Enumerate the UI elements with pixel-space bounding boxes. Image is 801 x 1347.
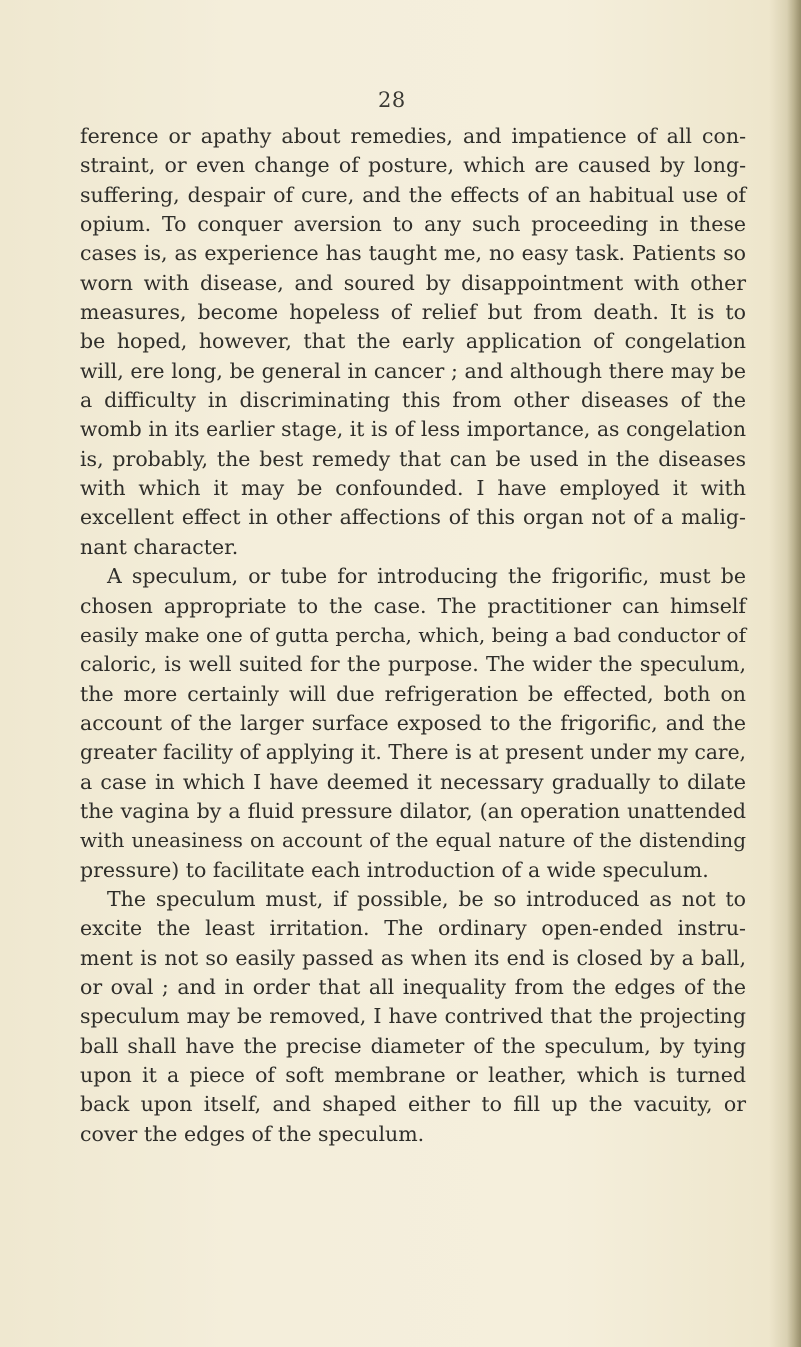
text-line: be hoped, however, that the early application of congelation xyxy=(80,329,746,354)
text-line: a difficulty in discriminating this from other diseases of the xyxy=(80,388,746,413)
text-line: ball shall have the precise diameter of the speculum, by tying xyxy=(80,1033,746,1058)
text-line: greater facility of applying it. There is at present under my care, xyxy=(80,740,746,765)
text-line: straint, or even change of posture, which are caused by long- xyxy=(80,153,746,178)
text-line: a case in which I have deemed it necessary gradually to dilate xyxy=(80,769,746,794)
text-line: back upon itself, and shaped either to fill up the vacuity, or xyxy=(80,1092,746,1117)
text-line: account of the larger surface exposed to the frigorific, and the xyxy=(80,710,746,735)
text-line: A speculum, or tube for introducing the frigorific, must be xyxy=(107,564,746,589)
text-line: excellent effect in other affections of this organ not of a malig- xyxy=(80,505,746,530)
text-line: with uneasiness on account of the equal nature of the distending xyxy=(80,828,746,853)
text-line: cases is, as experience has taught me, no easy task. Patients so xyxy=(80,241,746,266)
page-number: 28 xyxy=(378,88,406,112)
text-line: caloric, is well suited for the purpose. The wider the speculum, xyxy=(80,652,746,677)
page-edge-shadow xyxy=(787,0,801,1347)
text-line: chosen appropriate to the case. The practitioner can himself xyxy=(80,593,746,618)
text-line: suffering, despair of cure, and the effects of an habitual use of xyxy=(80,182,746,207)
text-line: pressure) to facilitate each introduction of a wide speculum. xyxy=(80,857,709,882)
text-line: The speculum must, if possible, be so introduced as not to xyxy=(107,886,746,911)
text-line: ference or apathy about remedies, and impatience of all con- xyxy=(80,124,746,148)
text-line: opium. To conquer aversion to any such proceeding in these xyxy=(80,212,746,237)
text-line: nant character. xyxy=(80,534,239,559)
text-line: speculum may be removed, I have contrived that the projecting xyxy=(80,1004,746,1029)
text-line: is, probably, the best remedy that can be used in the diseases xyxy=(80,446,746,471)
text-line: worn with disease, and soured by disappointment with other xyxy=(80,270,746,295)
text-line: upon it a piece of soft membrane or leather, which is turned xyxy=(80,1063,746,1087)
text-line: measures, become hopeless of relief but from death. It is to xyxy=(80,300,746,325)
text-line: womb in its earlier stage, it is of less importance, as congelation xyxy=(80,417,746,442)
text-line: the more certainly will due refrigeration be effected, both on xyxy=(80,681,746,706)
text-line: ment is not so easily passed as when its end is closed by a ball, xyxy=(80,945,746,970)
text-line: will, ere long, be general in cancer ; and although there may be xyxy=(80,358,746,383)
text-line: easily make one of gutta percha, which, being a bad conductor of xyxy=(80,622,746,647)
body-text xyxy=(80,122,746,1149)
text-line: cover the edges of the speculum. xyxy=(80,1121,425,1146)
text-line: excite the least irritation. The ordinary open-ended instru- xyxy=(80,916,746,941)
text-line: with which it may be confounded. I have employed it with xyxy=(80,476,746,501)
text-line: the vagina by a fluid pressure dilator, (an operation unattended xyxy=(80,798,746,823)
text-line: or oval ; and in order that all inequality from the edges of the xyxy=(80,974,746,999)
